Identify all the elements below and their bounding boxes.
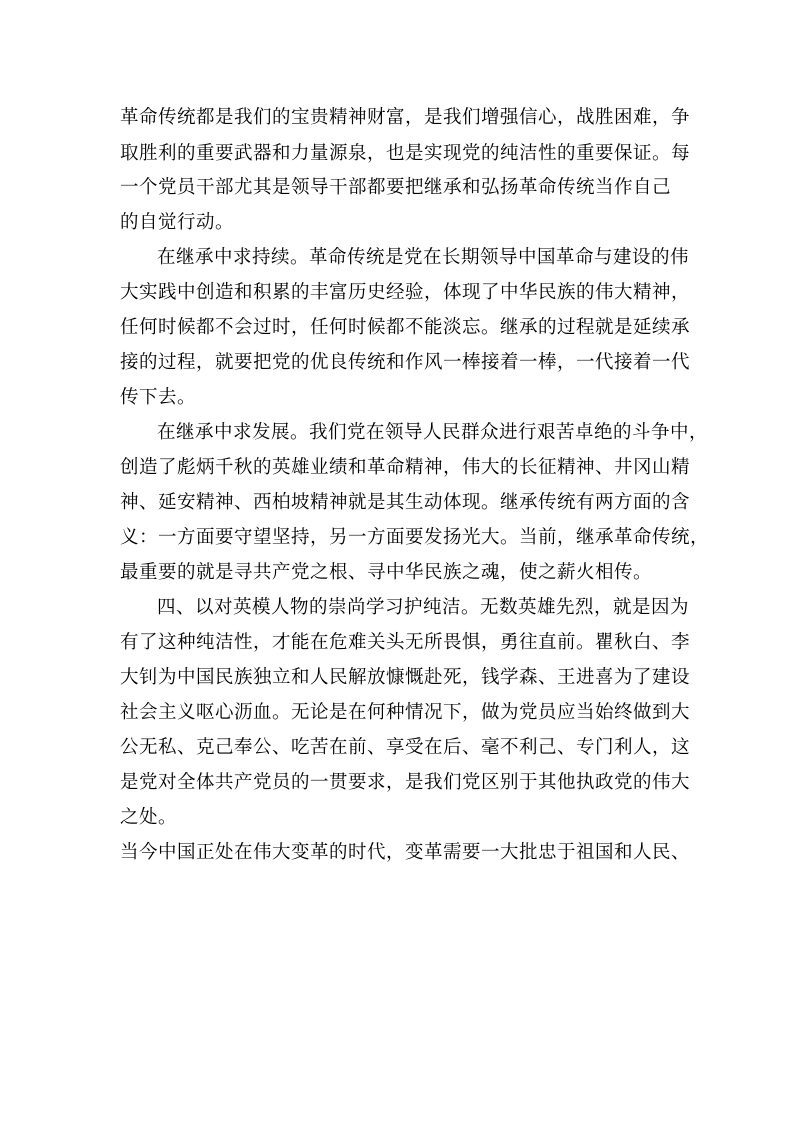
text-line: 之处。 (120, 807, 178, 828)
text-line: 义：一方面要守望坚持，另一方面要发扬光大。当前，继承革命传统， (120, 527, 710, 548)
text-line: 取胜利的重要武器和力量源泉，也是实现党的纯洁性的重要保证。每 (120, 143, 691, 164)
text-line: 在继承中求持续。革命传统是党在长期领导中国革命与建设的伟 (157, 247, 690, 268)
text-line: 社会主义呕心沥血。无论是在何种情况下，做为党员应当始终做到大 (120, 702, 691, 723)
text-line: 是党对全体共产党员的一贯要求，是我们党区别于其他执政党的伟大 (120, 772, 691, 793)
text-line: 公无私、克己奉公、吃苦在前、享受在后、毫不利己、专门利人，这 (120, 737, 691, 758)
text-line: 有了这种纯洁性，才能在危难关头无所畏惧，勇往直前。瞿秋白、李 (120, 632, 691, 653)
text-line: 革命传统都是我们的宝贵精神财富，是我们增强信心，战胜困难，争 (120, 107, 691, 128)
text-line: 一个党员干部尤其是领导干部都要把继承和弘扬革命传统当作自己 (120, 177, 672, 198)
text-line: 大钊为中国民族独立和人民解放慷慨赴死，钱学森、王进喜为了建设 (120, 667, 691, 688)
text-line: 接的过程，就要把党的优良传统和作风一棒接着一棒，一代接着一代 (120, 352, 691, 373)
text-line: 神、延安精神、西柏坡精神就是其生动体现。继承传统有两方面的含 (120, 492, 691, 513)
text-line: 当今中国正处在伟大变革的时代，变革需要一大批忠于祖国和人民、 (120, 842, 691, 863)
text-line: 大实践中创造和积累的丰富历史经验，体现了中华民族的伟大精神， (120, 282, 691, 303)
text-line: 传下去。 (120, 387, 197, 408)
text-line: 最重要的就是寻共产党之根、寻中华民族之魂，使之薪火相传。 (120, 562, 653, 583)
text-line: 的自觉行动。 (120, 212, 235, 233)
text-line: 在继承中求发展。我们党在领导人民群众进行艰苦卓绝的斗争中， (157, 422, 709, 443)
text-line: 任何时候都不会过时，任何时候都不能淡忘。继承的过程就是延续承 (120, 317, 691, 338)
text-line: 创造了彪炳千秋的英雄业绩和革命精神，伟大的长征精神、井冈山精 (120, 457, 691, 478)
text-line: 四、以对英模人物的崇尚学习护纯洁。无数英雄先烈，就是因为 (157, 597, 690, 618)
